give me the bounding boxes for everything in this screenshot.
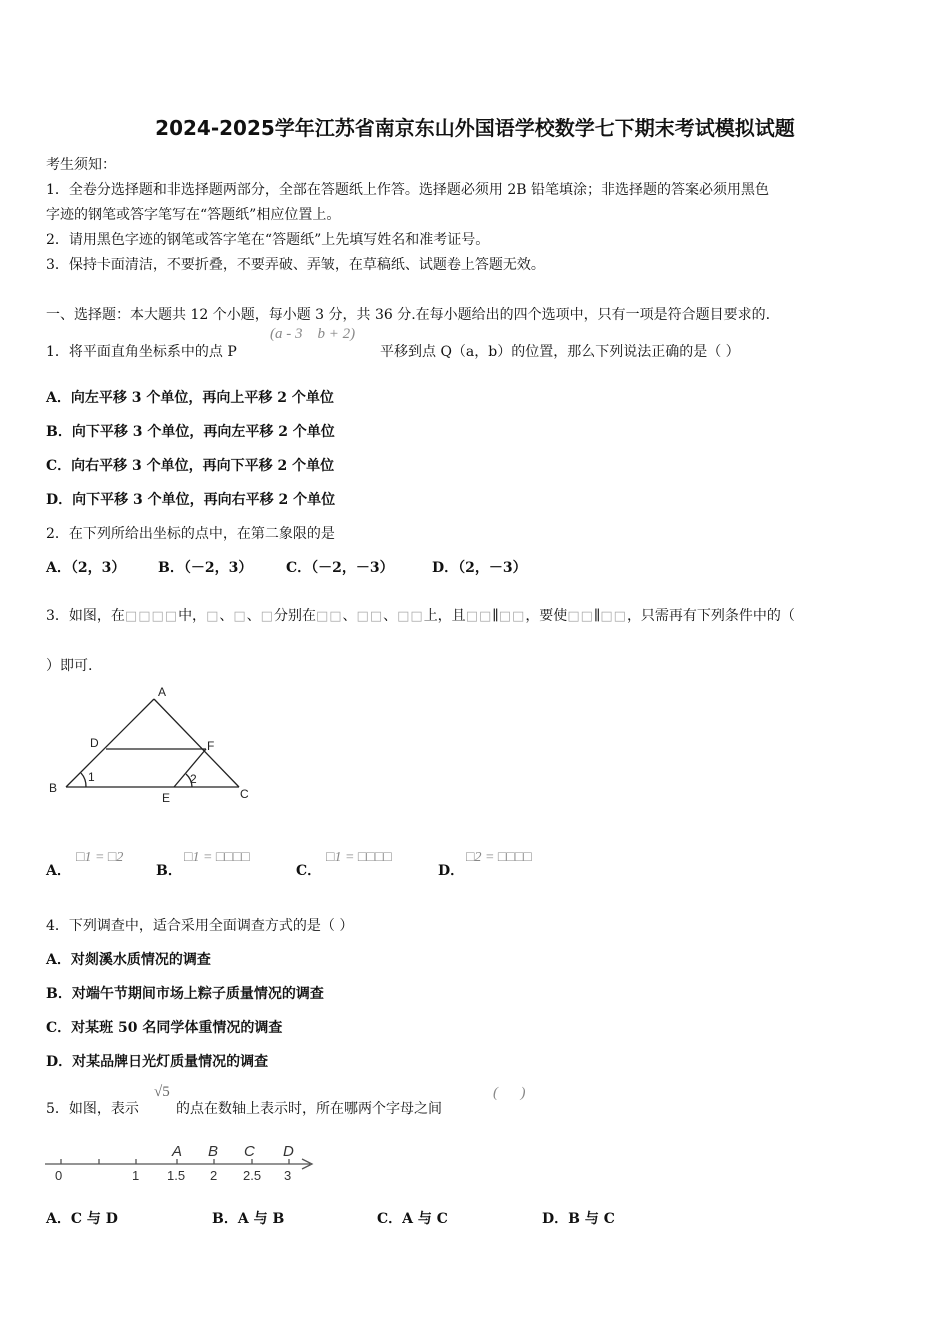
q3-option-c-expr: □1 = □□□□ bbox=[326, 850, 392, 865]
q3-stem: 3．如图，在□□□□中，□、□、□分别在□□、□□、□□上，且□□∥□□，要使□□∥□□，只需再有下列条件中的（ bbox=[46, 608, 795, 624]
q3-angle1-arc bbox=[81, 773, 86, 787]
q1-formula: (a - 3 b + 2) bbox=[270, 326, 356, 342]
q5-answer-parens: ( ) bbox=[493, 1085, 526, 1101]
q3-angle-1-label: 1 bbox=[88, 770, 95, 784]
q1-option-a[interactable]: A．向左平移 3 个单位，再向上平移 2 个单位 bbox=[46, 390, 334, 406]
notice-heading: 考生须知： bbox=[46, 157, 116, 173]
q1-option-d[interactable]: D．向下平移 3 个单位，再向右平移 2 个单位 bbox=[46, 492, 336, 508]
page-title: 2024-2025学年江苏省南京东山外国语学校数学七下期末考试模拟试题 bbox=[155, 116, 795, 140]
q5-letter-b: B bbox=[208, 1143, 219, 1160]
q5-tick-1-5: 1.5 bbox=[167, 1168, 186, 1183]
notice-item-1: 1．全卷分选择题和非选择题两部分，全部在答题纸上作答。选择题必须用 2B 铅笔填涂；非选择题的答案必须用黑色 bbox=[46, 182, 769, 198]
q3-label-f: F bbox=[207, 739, 215, 753]
q4-option-c[interactable]: C．对某班 50 名同学体重情况的调查 bbox=[46, 1020, 283, 1036]
q4-option-d[interactable]: D．对某品牌日光灯质量情况的调查 bbox=[46, 1054, 269, 1070]
q3-triangle-figure bbox=[40, 680, 270, 810]
q3-label-a: A bbox=[158, 685, 167, 699]
q5-option-a[interactable]: A．C 与 D bbox=[46, 1211, 118, 1227]
q3-option-d-expr: □2 = □□□□ bbox=[466, 850, 532, 865]
q5-sqrt5: √5 bbox=[154, 1084, 170, 1100]
q2-option-c[interactable]: C．（－2，－3） bbox=[286, 560, 394, 576]
q3-label-e: E bbox=[162, 791, 171, 805]
q3-placeholder-triangle: □□□□ bbox=[124, 609, 179, 624]
q5-letter-c: C bbox=[244, 1143, 255, 1160]
q5-option-d[interactable]: D．B 与 C bbox=[542, 1211, 615, 1227]
q2-option-b[interactable]: B．（－2，3） bbox=[158, 560, 253, 576]
q5-option-c[interactable]: C．A 与 C bbox=[377, 1211, 448, 1227]
notice-item-2: 2．请用黑色字迹的钢笔或答字笔在“答题纸”上先填写姓名和准考证号。 bbox=[46, 232, 490, 248]
q5-number-line bbox=[40, 1138, 330, 1186]
q4-option-a[interactable]: A．对剡溪水质情况的调查 bbox=[46, 952, 211, 968]
q3-angle-2-label: 2 bbox=[190, 772, 197, 786]
q3-option-c[interactable]: C． bbox=[296, 863, 322, 879]
q5-letter-a: A bbox=[172, 1143, 183, 1160]
q2-option-a[interactable]: A．（2，3） bbox=[46, 560, 126, 576]
q3-option-b-expr: □1 = □□□□ bbox=[184, 850, 250, 865]
section-heading: 一、选择题：本大题共 12 个小题，每小题 3 分，共 36 分.在每小题给出的四个选项中，只有一项是符合题目要求的. bbox=[46, 307, 771, 323]
q3-option-d[interactable]: D． bbox=[438, 863, 465, 879]
q3-option-a[interactable]: A． bbox=[46, 863, 71, 879]
q3-label-d: D bbox=[90, 736, 99, 750]
q5-stem-a: 5．如图，表示 bbox=[46, 1101, 139, 1117]
q5-letter-d: D bbox=[283, 1143, 294, 1160]
q5-stem-b: 的点在数轴上表示时，所在哪两个字母之间 bbox=[176, 1101, 442, 1117]
q5-tick-2-5: 2.5 bbox=[243, 1168, 262, 1183]
q1-option-c[interactable]: C．向右平移 3 个单位，再向下平移 2 个单位 bbox=[46, 458, 335, 474]
q1-stem-a: 1．将平面直角坐标系中的点 P bbox=[46, 344, 237, 360]
q3-side-ab bbox=[66, 699, 154, 787]
q2-option-d[interactable]: D．（2，－3） bbox=[432, 560, 527, 576]
q3-option-a-expr: □1 = □2 bbox=[76, 850, 124, 865]
q1-option-b[interactable]: B．向下平移 3 个单位，再向左平移 2 个单位 bbox=[46, 424, 335, 440]
q5-tick-0: 0 bbox=[55, 1168, 63, 1183]
q5-option-b[interactable]: B．A 与 B bbox=[212, 1211, 285, 1227]
q2-stem: 2．在下列所给出坐标的点中，在第二象限的是 bbox=[46, 526, 335, 542]
notice-item-3: 3．保持卡面清洁，不要折叠，不要弄破、弄皱，在草稿纸、试题卷上答题无效。 bbox=[46, 257, 545, 273]
q3-option-b[interactable]: B． bbox=[156, 863, 182, 879]
q5-tick-2: 2 bbox=[210, 1168, 218, 1183]
q5-tick-1: 1 bbox=[132, 1168, 140, 1183]
q4-option-b[interactable]: B．对端午节期间市场上粽子质量情况的调查 bbox=[46, 986, 324, 1002]
q3-label-b: B bbox=[49, 781, 58, 795]
q1-stem-b: 平移到点 Q（a，b）的位置，那么下列说法正确的是（ ） bbox=[380, 344, 740, 360]
notice-item-1-cont: 字迹的钢笔或答字笔写在“答题纸”相应位置上。 bbox=[46, 207, 341, 223]
q4-stem: 4．下列调查中，适合采用全面调查方式的是（ ） bbox=[46, 918, 354, 934]
q3-stem-cont: ）即可. bbox=[46, 658, 93, 674]
q5-tick-3: 3 bbox=[284, 1168, 292, 1183]
q3-label-c: C bbox=[240, 787, 249, 801]
